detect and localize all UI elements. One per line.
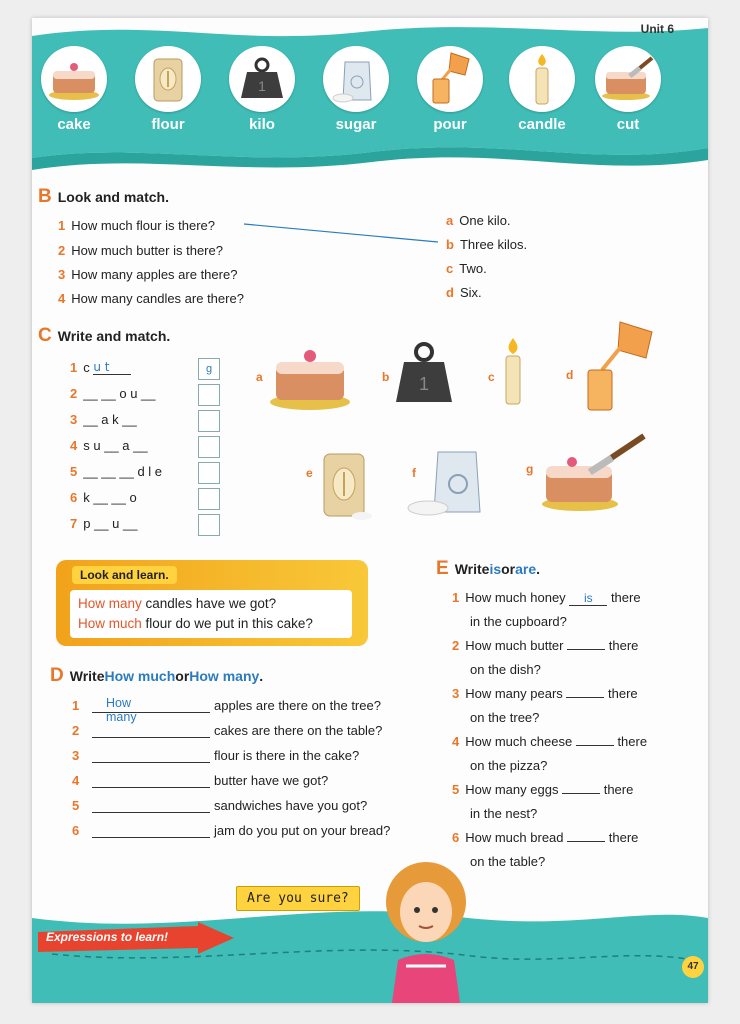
match-line <box>242 222 442 246</box>
vocab-pour <box>410 46 490 133</box>
c-item-4: 4 s u __ a __ <box>70 438 148 453</box>
vocab-label: cut <box>616 116 640 133</box>
e-row-6: 6 How much bread there on the table? <box>452 830 639 869</box>
section-letter: E <box>436 558 449 579</box>
b-question-2: 2 How much butter is there? <box>58 243 223 258</box>
b-question-3: 3 How many apples are there? <box>58 267 238 282</box>
b-answer-c: c Two. <box>446 261 487 276</box>
e-answer-field[interactable] <box>562 793 600 794</box>
c-item-2: 2 __ __ o u __ <box>70 386 156 401</box>
svg-text:1: 1 <box>418 374 430 394</box>
d-row-6: 6 jam do you put on your bread? <box>72 823 391 838</box>
d-row-3: 3 flour is there in the cake? <box>72 748 360 763</box>
c-item-1: 1 c u t g <box>70 360 131 375</box>
b-answer-a: a One kilo. <box>446 213 511 228</box>
e-answer-field[interactable] <box>567 649 605 650</box>
c-match-box[interactable] <box>198 436 220 458</box>
c-match-box[interactable] <box>198 462 220 484</box>
section-e-title: E Write is or are . <box>436 558 541 579</box>
d-answer-field[interactable] <box>92 787 210 788</box>
cut-cake-icon <box>540 432 652 514</box>
d-row-4: 4 butter have we got? <box>72 773 329 788</box>
d-answer-field[interactable] <box>92 737 210 738</box>
section-c-title <box>38 325 170 347</box>
section-d-title: D Write How much or How many . <box>50 665 264 686</box>
girl-character-icon <box>376 856 476 1003</box>
picture-letter-a: a <box>256 370 263 384</box>
sugar-bag-icon <box>404 446 488 518</box>
c-answer-field[interactable]: u t <box>93 360 131 375</box>
look-and-learn-content: How many candles have we got? How much flour do we put in this cake? <box>70 590 352 638</box>
candle-icon <box>527 52 557 106</box>
vocab-label: pour <box>433 116 467 133</box>
e-row-5: 5 How many eggs there in the nest? <box>452 782 634 821</box>
picture-letter-b: b <box>382 370 390 384</box>
e-answer-field[interactable]: is <box>569 591 607 606</box>
picture-letter-e: e <box>306 466 313 480</box>
vocab-label: sugar <box>335 116 377 133</box>
b-answer-d: d Six. <box>446 285 482 300</box>
vocab-cake <box>34 46 114 133</box>
section-b-title <box>38 186 169 208</box>
d-answer-field[interactable] <box>92 837 210 838</box>
section-letter: B <box>38 186 52 207</box>
picture-letter-f: f <box>412 466 416 480</box>
e-answer-field[interactable] <box>566 697 604 698</box>
section-letter: C <box>38 325 52 346</box>
workbook-page <box>32 18 708 1003</box>
expressions-label: Expressions to learn! <box>46 930 169 944</box>
vocab-label: cake <box>57 116 91 133</box>
vocab-label: candle <box>518 116 566 133</box>
c-match-box[interactable] <box>198 488 220 510</box>
picture-letter-g: g <box>526 462 534 476</box>
e-row-3: 3 How many pears there on the tree? <box>452 686 638 725</box>
vocab-candle <box>502 46 582 133</box>
cut-cake-icon <box>600 56 656 102</box>
look-and-learn-title: Look and learn. <box>72 566 177 584</box>
page-number: 47 <box>682 956 704 978</box>
pour-jug-icon <box>425 51 475 107</box>
flour-bag-icon <box>148 53 188 105</box>
vocab-label: kilo <box>249 116 275 133</box>
c-match-box[interactable] <box>198 410 220 432</box>
vocab-flour <box>128 46 208 133</box>
e-row-2: 2 How much butter there on the dish? <box>452 638 639 677</box>
section-letter: D <box>50 665 64 686</box>
section-title-text: Look and match. <box>57 189 169 205</box>
flour-bag-icon <box>318 448 374 522</box>
c-match-box[interactable] <box>198 514 220 536</box>
pour-jug-icon <box>580 318 660 416</box>
vocab-label: flour <box>151 116 185 133</box>
picture-letter-c: c <box>488 370 495 384</box>
candle-icon <box>500 336 526 406</box>
d-answer-field[interactable] <box>92 812 210 813</box>
c-item-3: 3 __ a k __ <box>70 412 137 427</box>
b-question-1: 1 How much flour is there? <box>58 218 216 233</box>
b-question-4: 4 How many candles are there? <box>58 291 244 306</box>
sugar-bag-icon <box>331 54 381 104</box>
kilo-weight-icon <box>394 340 454 406</box>
cake-icon <box>47 57 101 101</box>
unit-label: Unit 6 <box>640 22 674 36</box>
kilo-weight-icon <box>239 56 285 102</box>
e-row-1: 1 How much honey is there in the cupboard? <box>452 590 641 629</box>
e-row-4: 4 How much cheese there on the pizza? <box>452 734 648 773</box>
svg-text:1: 1 <box>258 78 266 94</box>
c-match-box[interactable] <box>198 384 220 406</box>
vocab-cut <box>588 46 668 133</box>
section-title-text: Write and match. <box>57 328 171 344</box>
d-row-2: 2 cakes are there on the table? <box>72 723 383 738</box>
c-match-box[interactable]: g <box>198 358 220 380</box>
vocab-sugar <box>316 46 396 133</box>
c-item-7: 7 p __ u __ <box>70 516 137 531</box>
speech-bubble: Are you sure? <box>236 886 360 911</box>
picture-letter-d: d <box>566 368 574 382</box>
c-item-6: 6 k __ __ o <box>70 490 137 505</box>
e-answer-field[interactable] <box>576 745 614 746</box>
c-item-5: 5 __ __ __ d l e <box>70 464 162 479</box>
look-and-learn-box <box>56 560 368 646</box>
d-row-1: 1 How many apples are there on the tree? <box>72 696 381 724</box>
e-answer-field[interactable] <box>567 841 605 842</box>
d-row-5: 5 sandwiches have you got? <box>72 798 368 813</box>
d-answer-field[interactable] <box>92 762 210 763</box>
expressions-banner <box>38 922 238 961</box>
b-answer-b: b Three kilos. <box>446 237 528 252</box>
vocab-kilo <box>222 46 302 133</box>
cake-icon <box>268 344 354 412</box>
